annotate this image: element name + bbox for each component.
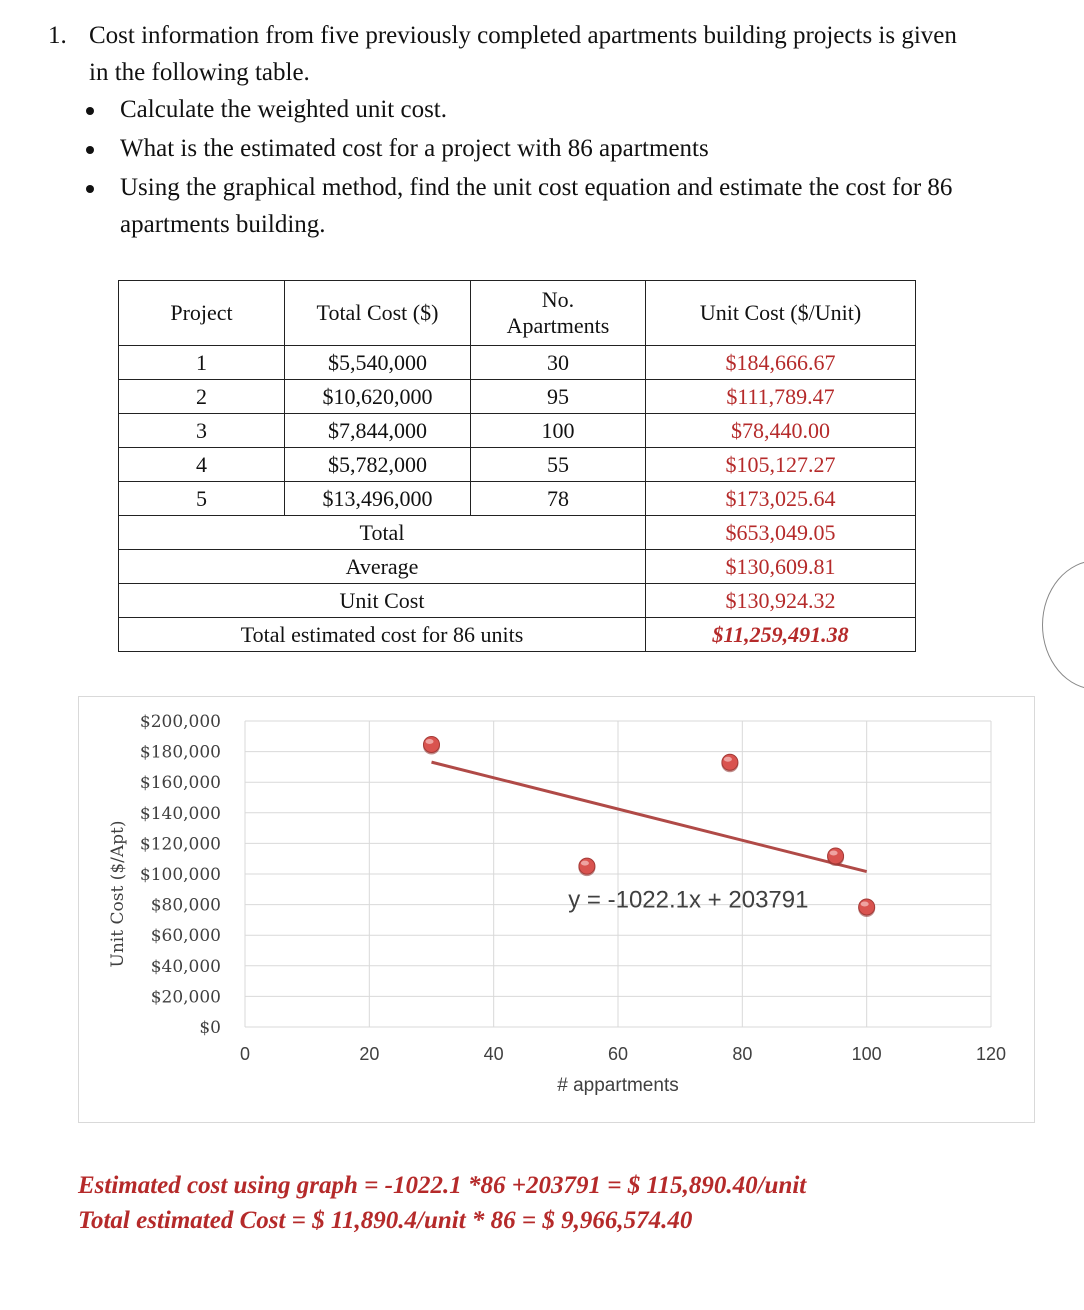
data-point-highlight	[426, 739, 434, 744]
unit-cost-chart	[78, 696, 1036, 1124]
data-point	[579, 858, 595, 874]
data-point	[828, 848, 844, 864]
x-tick-label: 0	[239, 1044, 251, 1064]
answer-line-1: Estimated cost using graph = -1022.1 *86 +203791 = $ 115,890.40/unit	[78, 1172, 807, 1199]
y-tick-label: $40,000	[150, 956, 221, 977]
data-point	[859, 899, 875, 915]
cell-unit-cost: $111,789.47	[646, 380, 916, 414]
cell-unit-cost: $78,440.00	[646, 414, 916, 448]
table-row	[119, 380, 916, 414]
cell-unit-cost: $184,666.67	[646, 346, 916, 380]
cell-project: 3	[119, 414, 285, 448]
cell-total-cost: $5,540,000	[285, 346, 471, 380]
x-tick-label: 120	[975, 1044, 1007, 1064]
bullet-dot	[86, 107, 94, 115]
y-tick-label: $180,000	[139, 742, 221, 763]
data-point	[424, 736, 440, 752]
cell-apartments: 55	[471, 448, 646, 482]
total-label: Total	[119, 516, 646, 550]
total-value: $653,049.05	[646, 516, 916, 550]
summary-row-average	[119, 550, 916, 584]
header-apartments-line1: No.	[541, 287, 575, 312]
average-label: Average	[119, 550, 646, 584]
y-tick-label: $120,000	[139, 834, 221, 855]
bullet-dot	[86, 146, 94, 154]
table-row	[119, 346, 916, 380]
y-tick-label: $80,000	[150, 895, 221, 916]
cell-apartments: 78	[471, 482, 646, 516]
cell-project: 4	[119, 448, 285, 482]
cell-total-cost: $5,782,000	[285, 448, 471, 482]
header-unit-cost: Unit Cost ($/Unit)	[646, 281, 916, 346]
data-point	[722, 754, 738, 770]
cost-table	[118, 280, 916, 652]
trendline-equation: y = -1022.1x + 203791	[568, 886, 809, 914]
y-axis-label: Unit Cost ($/Apt)	[108, 820, 128, 968]
summary-row-total	[119, 516, 916, 550]
y-tick-label: $60,000	[150, 926, 221, 947]
x-tick-label: 40	[483, 1044, 504, 1064]
y-tick-label: $100,000	[139, 865, 221, 885]
x-tick-label: 80	[732, 1044, 753, 1064]
header-apartments	[471, 281, 646, 346]
table-row	[119, 448, 916, 482]
estimate-label: Total estimated cost for 86 units	[119, 618, 646, 652]
cell-unit-cost: $173,025.64	[646, 482, 916, 516]
y-axis-tick-labels	[140, 712, 221, 1038]
estimate-value: $11,259,491.38	[646, 618, 916, 652]
cell-total-cost: $13,496,000	[285, 482, 471, 516]
header-total-cost: Total Cost ($)	[285, 281, 471, 346]
x-tick-label: 100	[851, 1044, 882, 1064]
cell-project: 2	[119, 380, 285, 414]
cell-apartments: 100	[471, 414, 646, 448]
cell-total-cost: $7,844,000	[285, 414, 471, 448]
y-tick-label: $160,000	[139, 773, 221, 794]
data-point-highlight	[861, 901, 869, 906]
chart-frame	[79, 697, 1035, 1123]
question-number: 1.	[48, 22, 67, 49]
bullet-text-1: Calculate the weighted unit cost.	[120, 96, 447, 123]
y-tick-label: $20,000	[150, 987, 221, 1008]
summary-row-estimate	[119, 618, 916, 652]
edge-circle-fragment	[1042, 560, 1084, 690]
question-intro-line1: Cost information from five previously completed apartments building projects is given	[89, 22, 957, 49]
bullet-text-2: What is the estimated cost for a project with 86 apartments	[120, 135, 709, 162]
cell-total-cost: $10,620,000	[285, 380, 471, 414]
table-header-row	[119, 281, 916, 346]
y-tick-label: $140,000	[139, 803, 221, 824]
unit-cost-label: Unit Cost	[119, 584, 646, 618]
cell-project: 5	[119, 482, 285, 516]
y-tick-label: $0	[199, 1018, 221, 1038]
header-apartments-line2: Apartments	[506, 313, 610, 338]
y-tick-label: $200,000	[139, 712, 221, 732]
x-axis-label: # appartments	[557, 1075, 679, 1096]
cell-unit-cost: $105,127.27	[646, 448, 916, 482]
cell-project: 1	[119, 346, 285, 380]
table-row	[119, 414, 916, 448]
data-point-highlight	[724, 757, 732, 762]
cell-apartments: 30	[471, 346, 646, 380]
bullet-dot	[86, 185, 94, 193]
cell-apartments: 95	[471, 380, 646, 414]
table-row	[119, 482, 916, 516]
average-value: $130,609.81	[646, 550, 916, 584]
data-point-highlight	[830, 850, 838, 855]
bullet-text-3-cont: apartments building.	[120, 211, 326, 238]
data-point-highlight	[581, 861, 589, 866]
x-tick-label: 60	[607, 1044, 629, 1064]
question-intro-line2: in the following table.	[89, 59, 310, 86]
bullet-text-3: Using the graphical method, find the unit cost equation and estimate the cost for 86	[120, 174, 953, 201]
header-project: Project	[119, 281, 285, 346]
summary-row-unit-cost	[119, 584, 916, 618]
unit-cost-value: $130,924.32	[646, 584, 916, 618]
x-tick-label: 20	[359, 1044, 380, 1064]
answer-line-2: Total estimated Cost = $ 11,890.4/unit * 86 = $ 9,966,574.40	[78, 1207, 693, 1234]
